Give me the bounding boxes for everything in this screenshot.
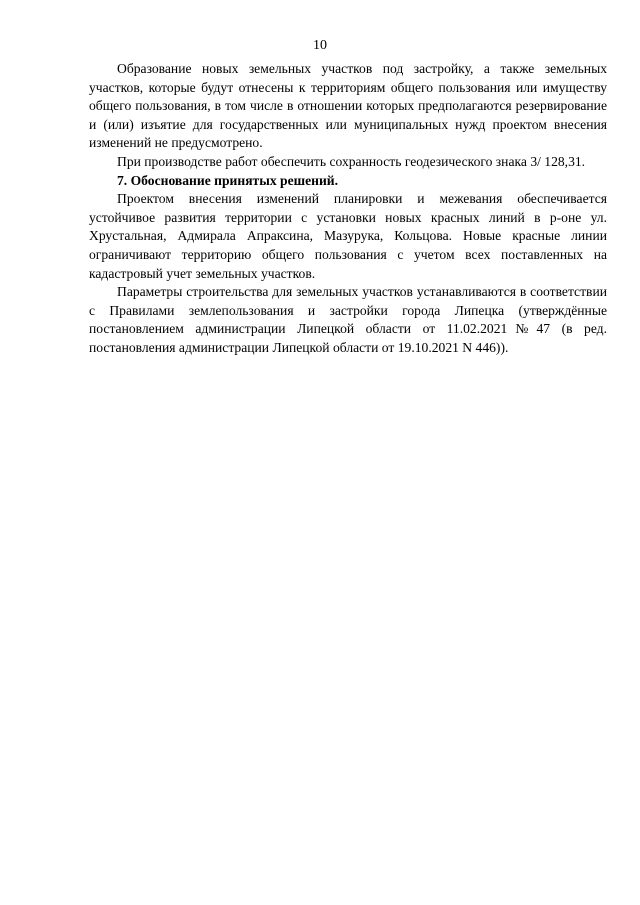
document-body [89, 60, 607, 358]
paragraph-construction-parameters: Параметры строительства для земельных участков устанавливаются в соответствии с Правилами землепользования и застройки города Липецка (утверждённые постановлением администрации Липецкой области от 11.02.2021№47 (в ред. постановления администрации Липецкой области от 19.10.2021 N 446)). [89, 284, 607, 355]
section-heading: 7. Обоснование принятых решений. [117, 172, 339, 188]
paragraph-land-plots: Образование новых земельных участков под застройку, а также земельных участков, которые будут отнесены к территориям общего пользования или имуществу общего пользования, в том числе в отношении которых предполагаются резервирование и (или) изъятие для государственных или муниципальных нужд проектом внесения изменений не предусмотрено. [89, 61, 607, 151]
paragraph-red-lines: Проектом внесения изменений планировки и межевания обеспечивается устойчивое развития территории с установки новых красных линий в р-оне ул. Хрустальная, Адмирала Апраксина, Мазурука, Кольцова. Новые красные линии ограничивают территорию общего пользования с учетом всех поставленных на кадастровый учет земельных участков. [89, 191, 607, 281]
page-number: 10 [313, 38, 327, 53]
paragraph-geodetic-mark: При производстве работ обеспечить сохранность геодезического знака 3/ 128,31. [117, 153, 586, 169]
